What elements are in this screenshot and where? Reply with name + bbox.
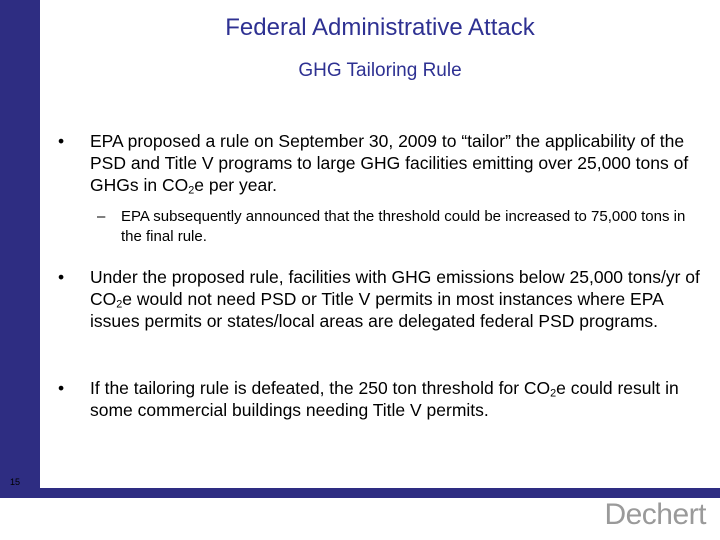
bullet-text: If the tailoring rule is defeated, the 250 ton threshold for $CO_2e$ could result in some commercial buildings needing Title V permits. xyxy=(90,378,679,420)
bullet-marker: • xyxy=(58,267,65,287)
bullet-rule-defeated xyxy=(58,377,708,421)
dechert-logo: Dechert xyxy=(604,498,706,531)
sub-bullet-threshold xyxy=(97,207,697,247)
sub-bullet-text: EPA subsequently announced that the threshold could be increased to 75,000 tons in the final rule. xyxy=(121,208,686,245)
bullet-facilities-below xyxy=(58,266,708,332)
bullet-proposed-rule xyxy=(58,130,708,196)
page-number: 15 xyxy=(10,477,21,487)
bullet-marker: • xyxy=(58,378,65,398)
slide-subtitle: GHG Tailoring Rule xyxy=(298,60,462,81)
bullet-text: Under the proposed rule, facilities with GHG emissions below 25,000 tons/yr of $CO_2e$ would not need PSD or Title V permits in most instances where EPA issues permits or states/local areas are delegated federal PSD programs. xyxy=(90,267,700,331)
bottom-accent-bar xyxy=(0,488,720,498)
sub-bullet-marker: – xyxy=(97,208,106,225)
bullet-marker: • xyxy=(58,131,65,151)
slide-title: Federal Administrative Attack xyxy=(225,14,535,41)
left-accent-bar xyxy=(0,0,40,490)
bullet-text: EPA proposed a rule on September 30, 2009 to “tailor” the applicability of the PSD and Title V programs to large GHG facilities emitting over 25,000 tons of GHGs in $CO_2e$ per year. xyxy=(90,131,689,197)
